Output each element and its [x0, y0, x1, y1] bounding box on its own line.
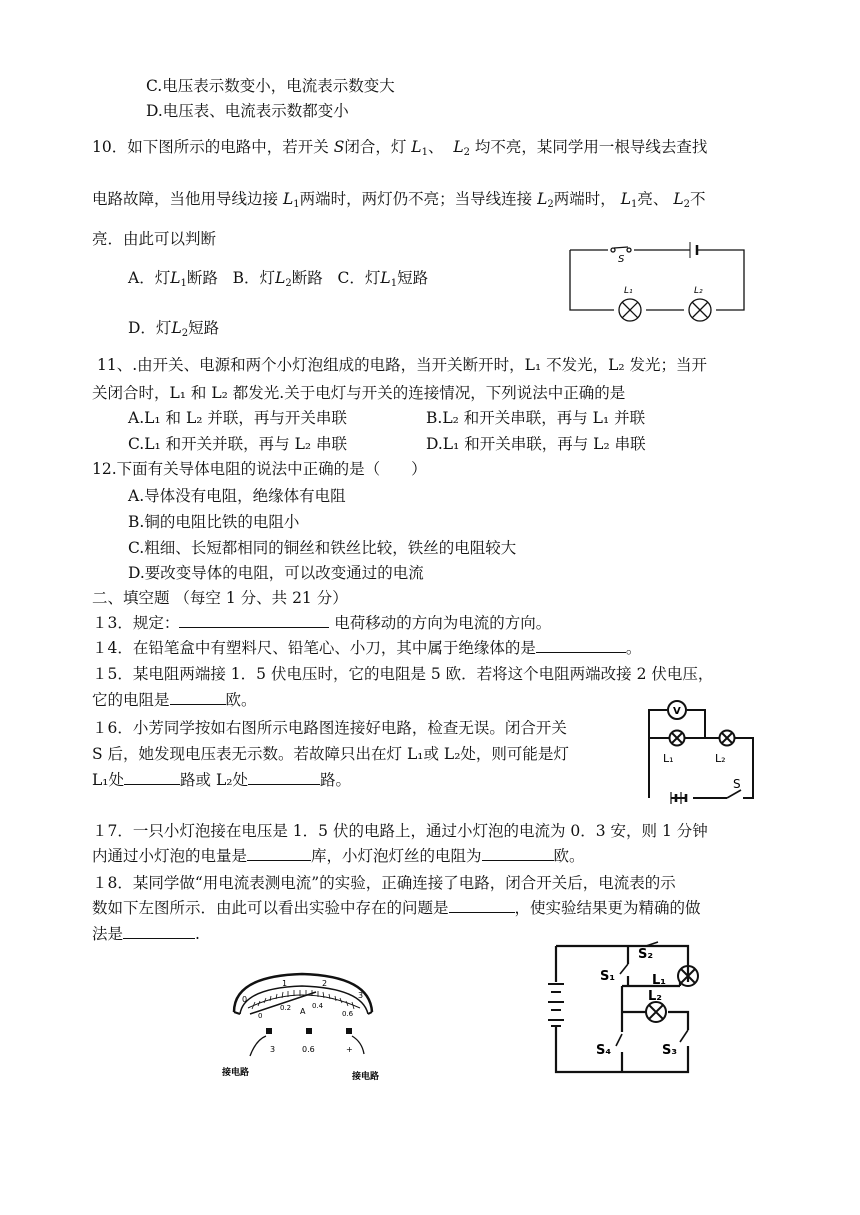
q16-fig-switch-label: S: [733, 777, 741, 791]
ammeter-bottom-tick-1: 0.2: [280, 1004, 292, 1012]
q12-option-a: A.导体没有电阻，绝缘体有电阻: [128, 487, 346, 505]
q10-options-abc: A．灯$L_1$断路 B．灯$L_2$断路 C．灯$L_1$短路: [128, 269, 429, 289]
q12-stem: 12.下面有关导体电阻的说法中正确的是（ ）: [92, 460, 427, 478]
q10-fig-l2-label: L₂: [694, 286, 703, 296]
q10-circuit-figure: [568, 238, 748, 318]
q17-answer-blank-1[interactable]: [247, 846, 311, 861]
q13: １3．规定： 电荷移动的方向为电流的方向。: [92, 614, 552, 632]
q15-line1: １5．某电阻两端接 1．5 伏电压时，它的电阻是 5 欧．若将这个电阻两端改接 2 伏电压，: [92, 665, 714, 683]
ammeter-unit-label: A: [300, 1007, 306, 1016]
q10-stem-line1: 10．如下图所示的电路中，若开关 S闭合，灯 $L_1$、 $L_2$ 均不亮，某同学用一根导线去查找: [92, 138, 708, 158]
q15-line2: 它的电阻是 欧。: [92, 691, 257, 709]
q16-answer-blank-1[interactable]: [124, 770, 180, 785]
q18-fig-s4-label: S₄: [596, 1043, 612, 1058]
q12-option-b: B.铜的电阻比铁的电阻小: [128, 513, 300, 531]
q16-fig-l1-label: L₁: [663, 752, 674, 765]
q18-circuit-figure: [548, 942, 698, 1077]
q10-fig-l1-label: L₁: [624, 286, 633, 296]
q13-answer-blank[interactable]: [179, 613, 329, 628]
q18-fig-s3-label: S₃: [662, 1043, 678, 1058]
q16-circuit-figure: [645, 702, 753, 800]
q16-answer-blank-2[interactable]: [248, 770, 320, 785]
ammeter-terminal-plus: [346, 1028, 352, 1034]
ammeter-terminal-3: [266, 1028, 272, 1034]
ammeter-left-lead-label: 接电路: [222, 1068, 250, 1078]
q18-line3: 法是 .: [92, 925, 200, 943]
q18-fig-s1-label: S₁: [600, 969, 616, 984]
q9-option-c: C.电压表示数变小，电流表示数变大: [146, 77, 395, 95]
q18-fig-l2-label: L₂: [648, 989, 662, 1004]
ammeter-top-tick-0: 0: [242, 995, 248, 1004]
q18-fig-l1-label: L₁: [652, 973, 666, 988]
ammeter-terminal-3-label: 3: [270, 1045, 276, 1054]
q16-line1: １6．小芳同学按如右图所示电路图连接好电路，检查无误。闭合开关: [92, 719, 567, 737]
q9-option-d: D.电压表、电流表示数都变小: [146, 102, 349, 120]
q14: １4．在铅笔盒中有塑料尺、铅笔心、小刀，其中属于绝缘体的是 。: [92, 639, 642, 657]
section-fill-in-heading: 二、填空题 （每空 1 分、共 21 分）: [92, 589, 348, 607]
ammeter-top-tick-2: 2: [322, 979, 328, 988]
q18-answer-blank-2[interactable]: [123, 924, 195, 939]
q10-fig-s-label: S: [618, 254, 625, 265]
q18-line1: １8．某同学做“用电流表测电流”的实验，正确连接了电路，闭合开关后，电流表的示: [92, 874, 676, 892]
q16-fig-l2-label: L₂: [715, 752, 726, 765]
q18-answer-blank-1[interactable]: [449, 898, 515, 913]
q11-option-a: A.L₁ 和 L₂ 并联，再与开关串联: [128, 409, 347, 427]
q12-option-c: C.粗细、长短都相同的铜丝和铁丝比较，铁丝的电阻较大: [128, 539, 517, 557]
ammeter-figure: [222, 962, 412, 1087]
ammeter-bottom-tick-0: 0: [258, 1012, 263, 1020]
q14-answer-blank[interactable]: [536, 638, 626, 653]
q11-stem-line1: 11、.由开关、电源和两个小灯泡组成的电路，当开关断开时，L₁ 不发光，L₂ 发光；当开: [97, 356, 708, 374]
q18-line2: 数如下左图所示．由此可以看出实验中存在的问题是 ，使实验结果更为精确的做: [92, 899, 701, 917]
q15-answer-blank[interactable]: [170, 690, 226, 705]
q16-line3: L₁处 路或 L₂处 路。: [92, 771, 351, 789]
ammeter-top-tick-1: 1: [282, 979, 288, 988]
q11-option-d: D.L₁ 和开关串联，再与 L₂ 串联: [426, 435, 646, 453]
ammeter-bottom-tick-2: 0.4: [312, 1002, 324, 1010]
ammeter-terminal-plus-label: +: [346, 1045, 353, 1054]
q16-fig-voltmeter-label: V: [673, 706, 681, 717]
q18-fig-s2-label: S₂: [638, 947, 654, 962]
ammeter-terminal-06: [306, 1028, 312, 1034]
ammeter-right-lead-label: 接电路: [352, 1072, 380, 1082]
ammeter-top-tick-3: 3: [358, 991, 364, 1000]
q10-stem-line3: 亮．由此可以判断: [92, 230, 217, 248]
q10-stem-line2: 电路故障，当他用导线边接 $L_1$两端时，两灯仍不亮；当导线连接 $L_2$两端时， $L_1$亮、 $L_2$不: [92, 190, 706, 210]
ammeter-terminal-06-label: 0.6: [302, 1045, 315, 1054]
q17-line2: 内通过小灯泡的电量是 库，小灯泡灯丝的电阻为 欧。: [92, 847, 585, 865]
q16-line2: S 后，她发现电压表无示数。若故障只出在灯 L₁或 L₂处，则可能是灯: [92, 745, 569, 763]
q17-line1: １7．一只小灯泡接在电压是 1．5 伏的电路上，通过小灯泡的电流为 0．3 安，则 1 分钟: [92, 822, 708, 840]
q11-option-b: B.L₂ 和开关串联，再与 L₁ 并联: [426, 409, 646, 427]
q12-option-d: D.要改变导体的电阻，可以改变通过的电流: [128, 564, 424, 582]
ammeter-bottom-tick-3: 0.6: [342, 1010, 354, 1018]
q17-answer-blank-2[interactable]: [482, 846, 554, 861]
q10-number: 10．: [92, 138, 128, 156]
q11-option-c: C.L₁ 和开关并联，再与 L₂ 串联: [128, 435, 348, 453]
q10-option-d: D．灯$L_2$短路: [128, 319, 220, 339]
q11-stem-line2: 关闭合时，L₁ 和 L₂ 都发光.关于电灯与开关的连接情况，下列说法中正确的是: [92, 384, 626, 402]
